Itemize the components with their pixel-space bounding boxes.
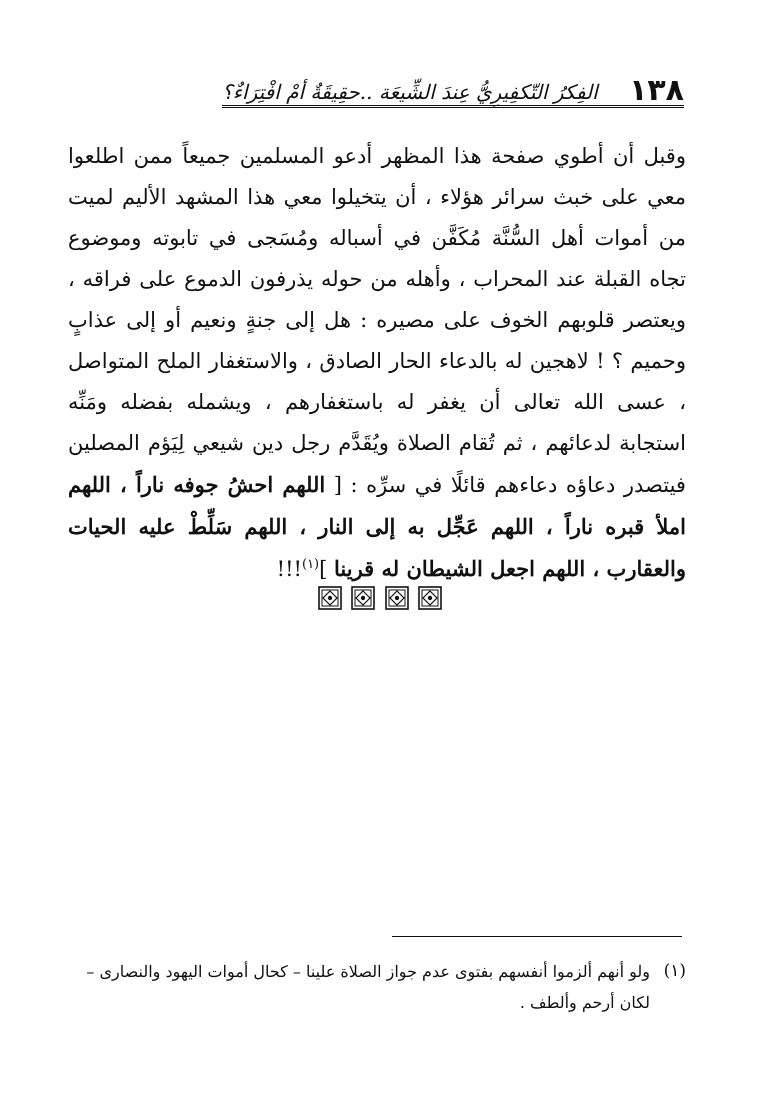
paragraph-intro: وقبل أن أطوي صفحة هذا المظهر أدعو المسلمين جميعاً ممن اطلعوا معي على خبث سرائر هؤلاء ، أن يتخيلوا معي هذا المشهد الأليم لميت من أموات أهل السُّنَّة مُكَفَّن في أسباله ومُسَجى في تابوته وموضوع تجاه القبلة عند المحراب ، وأهله من حوله يذرفون الدموع على فراقه ، ويعتصر قلوبهم الخوف على مصيره : هل إلى جنةٍ ونعيم أو إلى عذابٍ وحميم ؟ ! لاهجين له بالدعاء الحار الصادق ، والاستغفار الملح المتواصل ، عسى الله تعالى أن يغفر له باستغفارهم ، ويشمله بفضله ومَنِّه استجابة لدعائهم ، ثم تُقام الصلاة ويُقَدَّم رجل دين شيعي لِيَؤم المصلين فيتصدر دعاؤه دعاءهم قائلًا في سرِّه : [ — [68, 144, 686, 497]
square-floral-ornament-icon — [385, 586, 409, 610]
page-number: ١٣٨ — [629, 73, 684, 108]
exclamation-marks: !!! — [276, 557, 302, 581]
main-paragraph — [68, 136, 686, 590]
header-rule — [222, 105, 684, 108]
section-divider — [318, 586, 442, 612]
square-floral-ornament-icon — [351, 586, 375, 610]
footnote-text: ولو أنهم ألزموا أنفسهم بفتوى عدم جواز الصلاة علينا – كحال أموات اليهود والنصارى – لكان أرحم وألطف . — [86, 962, 650, 1012]
footnote-reference: (١) — [301, 557, 320, 572]
footnote-separator — [392, 936, 682, 937]
closing-bracket: ] — [319, 557, 334, 581]
footnote — [68, 956, 686, 1018]
running-title: الفِكرُ التّكفِيرِيُّ عِندَ الشِّيعَة ..حقِيقَةٌ أمْ افْتِرَاءٌ؟ — [222, 80, 598, 104]
square-floral-ornament-icon — [418, 586, 442, 610]
running-header — [222, 72, 684, 106]
square-floral-ornament-icon — [318, 586, 342, 610]
prayer-quote: اللهم احشُ جوفه ناراً ، اللهم املأ قبره ناراً ، اللهم عَجِّل به إلى النار ، اللهم سَلِّطْ عليه الحيات والعقارب ، اللهم اجعل الشيطان له قرينا — [68, 472, 686, 581]
footnote-marker: (١) — [663, 961, 686, 981]
